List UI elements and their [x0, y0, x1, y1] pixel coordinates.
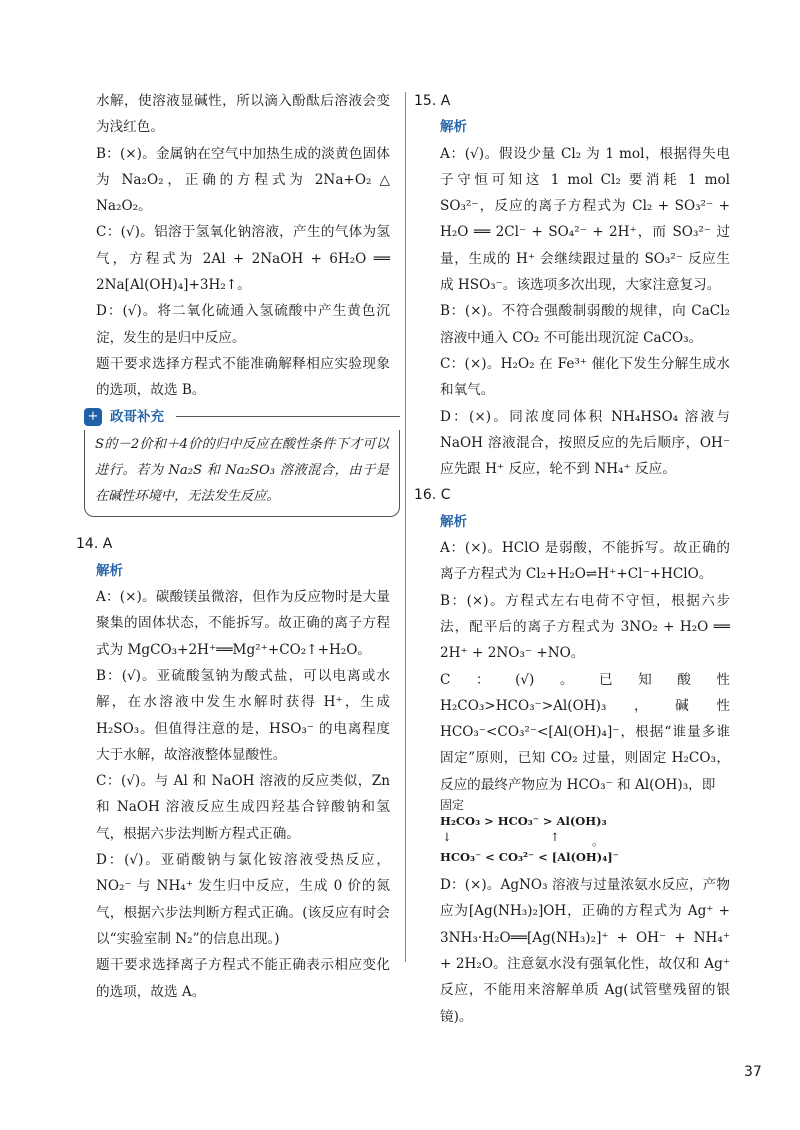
tip-text: S的－2价和＋4价的归中反应在酸性条件下才可以进行。若为 Na₂S 和 Na₂SO₃ 溶液混合，由于是在碱性环境中，无法发生反应。 [95, 436, 389, 505]
q15-b: B：(×)。不符合强酸制弱酸的规律，向 CaCl₂ 溶液中通入 CO₂ 不可能出现沉淀 CaCO₃。 [440, 303, 730, 346]
tip-box [84, 430, 400, 518]
tip-header [84, 404, 390, 430]
page-number: 37 [744, 1064, 762, 1080]
q14-conclusion: 题干要求选择离子方程式不能正确表示相应变化的选项，故选 A。 [96, 957, 390, 1000]
q13-tail-5: 题干要求选择方程式不能准确解释相应实验现象的选项，故选 B。 [96, 355, 390, 399]
q14-c: C：(√)。与 Al 和 NaOH 溶液的反应类似，Zn 和 NaOH 溶液反应生成四羟基合锌酸钠和氢气，根据六步法判断方程式正确。 [96, 773, 390, 842]
q13-tail-2: B：(×)。金属钠在空气中加热生成的淡黄色固体为 Na₂O₂，正确的方程式为 2Na+O₂ △ Na₂O₂。 [96, 145, 390, 215]
q15-number: 15. A [414, 93, 451, 109]
q16-number: 16. C [414, 487, 451, 504]
q15-label: 解析 [440, 119, 467, 136]
q13-tail-3: C：(√)。铝溶于氢氧化钠溶液，产生的气体为氢气，方程式为 2Al + 2NaOH + 6H₂O ══ 2Na[Al(OH)₄]+3H₂↑。 [96, 224, 390, 294]
q15-d: D：(×)。同浓度同体积 NH₄HSO₄ 溶液与 NaOH 溶液混合，按照反应的先后顺序，OH⁻ 应先跟 H⁺ 反应，轮不到 NH₄⁺ 反应。 [440, 408, 730, 478]
scheme-top-row: H₂CO₃ > HCO₃⁻ > Al(OH)₃ [440, 814, 607, 829]
scheme-bottom-row: HCO₃⁻ < CO₃²⁻ < [Al(OH)₄]⁻ [440, 850, 619, 865]
q14-b: B：(√)。亚硫酸氢钠为酸式盐，可以电离或水解，在水溶液中发生水解时获得 H⁺，生成 H₂SO₃。但值得注意的是，HSO₃⁻ 的电离程度大于水解，故溶液整体显酸性。 [96, 667, 390, 763]
q14-label: 解析 [96, 562, 123, 579]
q16-a: A：(×)。HClO 是弱酸，不能拆写。故正确的离子方程式为 Cl₂+H₂O⇌H⁺+Cl⁻+HClO。 [440, 540, 730, 583]
scheme-fixed-label: 固定 [440, 798, 465, 813]
q14-number: 14. A [76, 536, 113, 553]
q15-a: A：(√)。假设少量 Cl₂ 为 1 mol，根据得失电子守恒可知这 1 mol Cl₂ 要消耗 1 mol SO₃²⁻，反应的离子方程式为 Cl₂ + SO₃²⁻ + H₂O ══ 2Cl⁻ + SO₄²⁻ + 2H⁺，而 SO₃²⁻ 过量，生成的 H⁺ 会继续跟过量的 SO₃²⁻ 反应生成 HSO₃⁻。该选项多次出现，大家注意复习。 [440, 145, 730, 294]
q16-b: B：(×)。方程式左右电荷不守恒，根据六步法，配平后的离子方程式为 3NO₂ + H₂O ══ 2H⁺ + 2NO₃⁻ +NO。 [440, 592, 730, 662]
q16-d: D：(×)。AgNO₃ 溶液与过量浓氨水反应，产物应为[Ag(NH₃)₂]OH，正确的方程式为 Ag⁺ + 3NH₃·H₂O══[Ag(NH₃)₂]⁺ + OH⁻ + NH₄⁺ + 2H₂O。注意氨水没有强氧化性，故仅和 Ag⁺反应，不能用来溶解单质 Ag(试管壁残留的银镜)。 [440, 877, 730, 1025]
q16-c: C：(√)。已知酸性 H₂CO₃>HCO₃⁻>Al(OH)₃，碱性 HCO₃⁻<CO₃²⁻<[Al(OH)₄]⁻，根据“谁量多谁固定”原则，已知 CO₂ 过量，则固定 H₂CO₃，反应的最终产物应为 HCO₃⁻ 和 Al(OH)₃，即 [440, 671, 730, 793]
scheme-period: 。 [592, 834, 604, 849]
left-column [76, 88, 390, 1005]
up-arrow-icon: ↑ [550, 830, 560, 845]
column-divider [405, 92, 406, 962]
q13-tail-4: D：(√)。将二氧化硫通入氢硫酸中产生黄色沉淀，发生的是归中反应。 [96, 303, 390, 346]
tip-header-rule [176, 416, 400, 417]
down-arrow-icon: ↓ [442, 830, 452, 845]
carbonate-scheme [440, 798, 730, 872]
q13-tail-1: 水解，使溶液显碱性，所以滴入酚酞后溶液会变为浅红色。 [96, 93, 390, 136]
q15-c: C：(×)。H₂O₂ 在 Fe³⁺ 催化下发生分解生成水和氧气。 [440, 355, 730, 399]
right-column [414, 88, 730, 1030]
plus-icon: + [84, 408, 102, 426]
q14-a: A：(×)。碳酸镁虽微溶，但作为反应物时是大量聚集的固体状态，不能拆写。故正确的离子方程式为 MgCO₃+2H⁺══Mg²⁺+CO₂↑+H₂O。 [96, 589, 390, 658]
q16-label: 解析 [440, 513, 467, 530]
tip-title: 政哥补充 [110, 408, 164, 425]
q14-d: D：(√)。亚硝酸钠与氯化铵溶液受热反应，NO₂⁻ 与 NH₄⁺ 发生归中反应，生成 0 价的氮气，根据六步法判断方程式正确。(该反应有时会以“实验室制 N₂”的信息出现。) [96, 852, 390, 947]
